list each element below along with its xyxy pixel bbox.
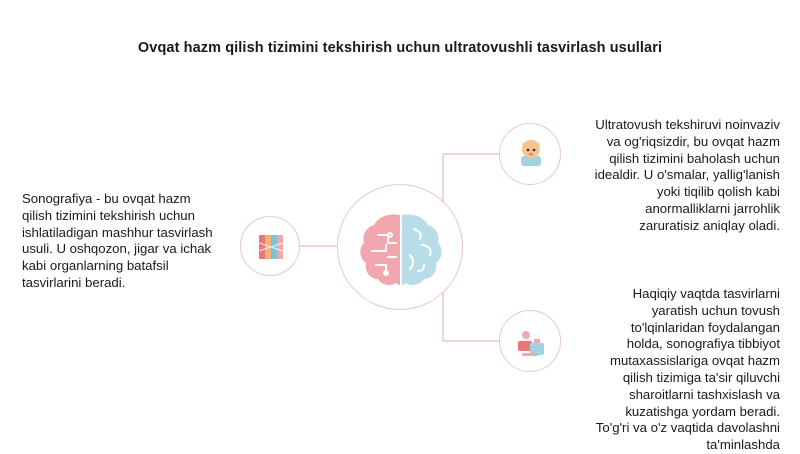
left-description: Sonografiya - bu ovqat hazm qilish tizimini tekshirish uchun ishlatiladigan mashhur tasvirlash usuli. U oshqozon, jigar va ichak kabi organlarning batafsil tasvirlarini beradi.	[22, 191, 213, 290]
right-top-node	[499, 123, 561, 185]
brain-icon	[338, 185, 464, 311]
medical-kit-icon	[500, 311, 562, 373]
diagram-title: Ovqat hazm qilish tizimini tekshirish uchun ultratovushli tasvirlash usullari	[137, 40, 663, 56]
right-bottom-node	[499, 310, 561, 372]
colorful-pattern-icon	[241, 217, 301, 277]
center-node	[337, 184, 463, 310]
right-bottom-description: Haqiqiy vaqtda tasvirlarni yaratish uchun tovush to'lqinlaridan foydalangan holda, sonografiya tibbiyot mutaxassislariga ovqat hazm qilish tizimiga ta'sir qiluvchi sharoitlarni tashxislash va kuzatishga yordam beradi. To'g'ri va o'z vaqtida davolashni ta'minlashda	[595, 286, 780, 453]
left-node	[240, 216, 300, 276]
right-top-description: Ultratovush tekshiruvi noinvaziv va og'riqsizdir, bu ovqat hazm qilish tizimini baholash uchun idealdir. U o'smalar, yallig'lanish yoki tiqilib qolish kabi anormalliklarni jarrohlik zaruratisiz aniqlay oladi.	[594, 117, 780, 233]
doctor-avatar-icon	[500, 124, 562, 186]
